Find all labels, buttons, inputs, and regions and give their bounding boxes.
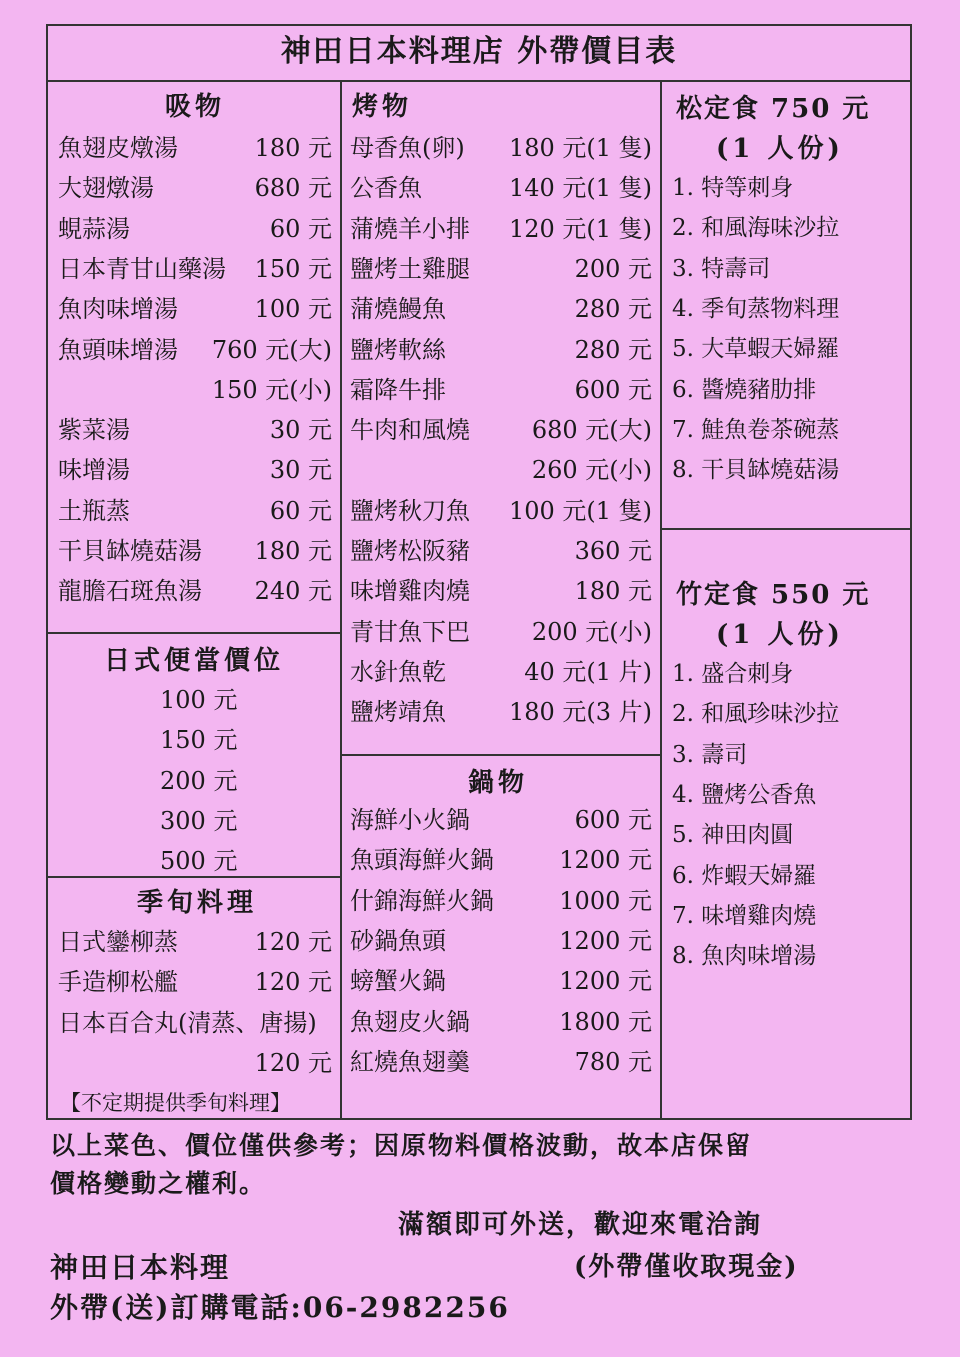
menu-item-price: 360 元: [574, 537, 652, 565]
menu-item-row: [58, 450, 332, 490]
seasonal-heading: 季旬料理: [137, 888, 258, 918]
menu-item-row: [58, 168, 332, 208]
menu-item-price: 760 元(大): [211, 335, 332, 364]
menu-item-price: 680 元: [254, 174, 332, 203]
menu-item-price: 60 元: [269, 496, 332, 525]
set-pine-item: 2. 和風海味沙拉: [672, 215, 840, 242]
menu-item-row: [58, 1003, 332, 1043]
menu-item-row: [58, 1043, 332, 1083]
menu-item-name: 魚頭味增湯: [58, 335, 178, 364]
menu-item-price: 120 元: [254, 928, 332, 956]
menu-item-name: 青甘魚下巴: [350, 617, 470, 646]
menu-item-row: [350, 128, 652, 168]
menu-item-name: 日本百合丸(清蒸、唐揚): [58, 1008, 317, 1037]
menu-item-price: 40 元(1 片): [524, 657, 652, 686]
menu-item-price: 30 元: [269, 416, 332, 445]
menu-item-name: 魚肉味增湯: [58, 295, 178, 324]
menu-item-row: [58, 571, 332, 611]
bento-price: 100 元: [160, 686, 238, 714]
bento-price: 150 元: [160, 726, 238, 755]
menu-item-price: 180 元(3 片): [508, 698, 652, 727]
menu-item-name: 紫菜湯: [58, 416, 130, 445]
set-bamboo-heading: 竹定食 550 元: [676, 580, 871, 610]
menu-item-row: [350, 168, 652, 208]
menu-item-price: 140 元(1 隻): [508, 174, 652, 203]
menu-item-price: 150 元(小): [211, 375, 332, 404]
menu-item-name: 土瓶蒸: [58, 496, 130, 525]
set-pine-item: 4. 季旬蒸物料理: [672, 295, 840, 322]
menu-item-name: 日本青甘山藥湯: [58, 254, 226, 283]
set-bamboo-item: 8. 魚肉味增湯: [672, 943, 817, 970]
menu-item-name: 鹽烤軟絲: [350, 335, 446, 364]
set-bamboo-item: 5. 神田肉圓: [672, 822, 794, 849]
menu-item-price: 260 元(小): [531, 456, 652, 485]
disclaimer-line-1: 以上菜色、價位僅供參考；因原物料價格波動，故本店保留: [50, 1131, 753, 1160]
menu-item-row: [350, 209, 652, 249]
menu-item-name: 公香魚: [350, 174, 422, 203]
menu-item-name: 螃蟹火鍋: [350, 967, 446, 996]
menu-item-row: [350, 531, 652, 571]
menu-item-row: [350, 450, 652, 490]
order-phone: 外帶(送)訂購電話:06-2982256: [50, 1291, 510, 1324]
menu-item-name: 味增雞肉燒: [350, 577, 470, 606]
set-pine-item: 6. 醬燒豬肋排: [672, 376, 817, 403]
menu-item-price: 60 元: [269, 214, 332, 243]
menu-item-price: 1200 元: [559, 967, 652, 996]
menu-item-row: [58, 289, 332, 329]
menu-item-name: 蒲燒鰻魚: [350, 295, 446, 324]
menu-item-price: 100 元(1 隻): [508, 496, 652, 525]
menu-item-row: [350, 840, 652, 880]
bento-price: 500 元: [160, 847, 238, 876]
menu-item-name: 牛肉和風燒: [350, 416, 470, 445]
menu-item-price: 180 元: [254, 537, 332, 565]
menu-item-row: [58, 209, 332, 249]
menu-item-price: 120 元(1 隻): [508, 214, 652, 243]
menu-item-row: [350, 1042, 652, 1082]
menu-item-name: 干貝缽燒菇湯: [58, 537, 202, 565]
set-pine-serving: (1 人份): [716, 134, 844, 164]
shop-name: 神田日本料理: [50, 1251, 231, 1284]
menu-item-price: 180 元(1 隻): [508, 134, 652, 162]
set-pine-item: 5. 大草蝦天婦羅: [672, 336, 840, 363]
menu-item-price: 1200 元: [559, 846, 652, 875]
menu-item-name: 日式鑾柳蒸: [58, 928, 178, 956]
menu-item-row: [58, 410, 332, 450]
menu-item-row: [350, 491, 652, 531]
menu-item-name: 魚翅皮燉湯: [58, 134, 178, 162]
menu-item-name: 水針魚乾: [350, 657, 446, 686]
disclaimer-line-2: 價格變動之權利。: [50, 1169, 267, 1198]
menu-item-name: 海鮮小火鍋: [350, 806, 470, 834]
set-pine-heading: 松定食 750 元: [676, 94, 871, 124]
menu-item-row: [350, 370, 652, 410]
divider-pine-bamboo: [660, 528, 912, 530]
menu-item-row: [58, 330, 332, 370]
set-bamboo-item: 2. 和風珍味沙拉: [672, 701, 840, 728]
menu-item-price: 1800 元: [559, 1007, 652, 1036]
divider-grill-hotpot: [340, 754, 662, 756]
menu-item-name: 魚翅皮火鍋: [350, 1007, 470, 1036]
menu-item-price: 780 元: [574, 1047, 652, 1076]
bento-price: 300 元: [160, 806, 238, 835]
set-bamboo-item: 4. 鹽烤公香魚: [672, 781, 817, 808]
menu-item-price: 200 元: [574, 254, 652, 283]
menu-item-name: 蒲燒羊小排: [350, 214, 470, 243]
menu-item-price: 280 元: [574, 335, 652, 364]
menu-item-name: 什錦海鮮火鍋: [350, 886, 494, 915]
menu-item-row: [350, 571, 652, 611]
menu-title: 神田日本料理店 外帶價目表: [46, 24, 912, 82]
menu-item-name: 味增湯: [58, 456, 130, 485]
menu-item-row: [350, 652, 652, 692]
menu-item-row: [350, 410, 652, 450]
menu-item-name: 紅燒魚翅羹: [350, 1047, 470, 1076]
menu-item-price: 600 元: [574, 375, 652, 404]
menu-item-row: [350, 289, 652, 329]
set-bamboo-serving: (1 人份): [716, 620, 844, 650]
menu-item-name: 鹽烤土雞腿: [350, 254, 470, 283]
menu-item-price: 30 元: [269, 456, 332, 485]
menu-item-row: [350, 249, 652, 289]
set-pine-item: 7. 鮭魚卷茶碗蒸: [672, 416, 840, 443]
soup-heading: 吸物: [165, 92, 226, 122]
menu-item-name: 大翅燉湯: [58, 174, 154, 203]
menu-item-row: [350, 921, 652, 961]
menu-item-name: 鹽烤秋刀魚: [350, 496, 470, 525]
set-pine-item: 1. 特等刺身: [672, 175, 794, 201]
set-bamboo-item: 1. 盛合刺身: [672, 661, 794, 687]
divider-soup-bento: [46, 632, 342, 634]
menu-item-price: 120 元: [254, 1048, 332, 1077]
menu-item-row: [350, 612, 652, 652]
menu-item-price: 200 元(小): [531, 617, 652, 646]
delivery-line-1: 滿額即可外送，歡迎來電洽詢: [398, 1210, 763, 1240]
set-bamboo-item: 3. 壽司: [672, 741, 748, 768]
menu-item-price: 240 元: [254, 577, 332, 606]
divider-right: [660, 82, 662, 1120]
menu-item-name: 砂鍋魚頭: [350, 926, 446, 955]
menu-item-row: [58, 491, 332, 531]
menu-item-row: [58, 370, 332, 410]
menu-item-price: 1000 元: [559, 886, 652, 915]
set-bamboo-item: 7. 味增雞肉燒: [672, 902, 817, 929]
menu-item-price: 1200 元: [559, 926, 652, 955]
menu-item-row: [58, 922, 332, 962]
menu-item-name: 霜降牛排: [350, 375, 446, 404]
menu-item-row: [58, 531, 332, 571]
menu-item-row: [350, 330, 652, 370]
menu-item-row: [350, 692, 652, 732]
menu-item-price: 180 元: [574, 577, 652, 606]
bento-price: 200 元: [160, 766, 238, 795]
menu-item-price: 680 元(大): [531, 416, 652, 445]
menu-item-row: [350, 961, 652, 1001]
menu-item-row: [58, 962, 332, 1002]
delivery-line-2: (外帶僅收取現金): [574, 1252, 799, 1282]
seasonal-note: 【不定期提供季旬料理】: [60, 1091, 291, 1115]
menu-item-row: [350, 800, 652, 840]
menu-item-name: 手造柳松艦: [58, 968, 178, 997]
menu-item-name: 母香魚(卵): [350, 134, 465, 162]
menu-item-name: 蜆蒜湯: [58, 214, 130, 243]
hotpot-heading: 鍋物: [468, 768, 529, 798]
divider-left: [340, 82, 342, 1120]
menu-item-row: [350, 881, 652, 921]
menu-item-row: [58, 249, 332, 289]
menu-item-price: 120 元: [254, 968, 332, 997]
menu-item-price: 600 元: [574, 806, 652, 834]
menu-item-price: 100 元: [254, 295, 332, 324]
menu-item-name: 鹽烤靖魚: [350, 698, 446, 727]
menu-item-name: 龍膽石斑魚湯: [58, 577, 202, 606]
set-bamboo-item: 6. 炸蝦天婦羅: [672, 862, 817, 889]
set-pine-item: 3. 特壽司: [672, 255, 771, 282]
menu-item-name: 鹽烤松阪豬: [350, 537, 470, 565]
menu-item-price: 150 元: [254, 254, 332, 283]
menu-item-row: [58, 128, 332, 168]
set-pine-item: 8. 干貝缽燒菇湯: [672, 457, 840, 484]
menu-item-row: [350, 1002, 652, 1042]
menu-item-name: 魚頭海鮮火鍋: [350, 846, 494, 875]
bento-heading: 日式便當價位: [104, 646, 285, 676]
menu-item-price: 280 元: [574, 295, 652, 324]
menu-item-price: 180 元: [254, 134, 332, 162]
grill-heading: 烤物: [352, 92, 413, 122]
